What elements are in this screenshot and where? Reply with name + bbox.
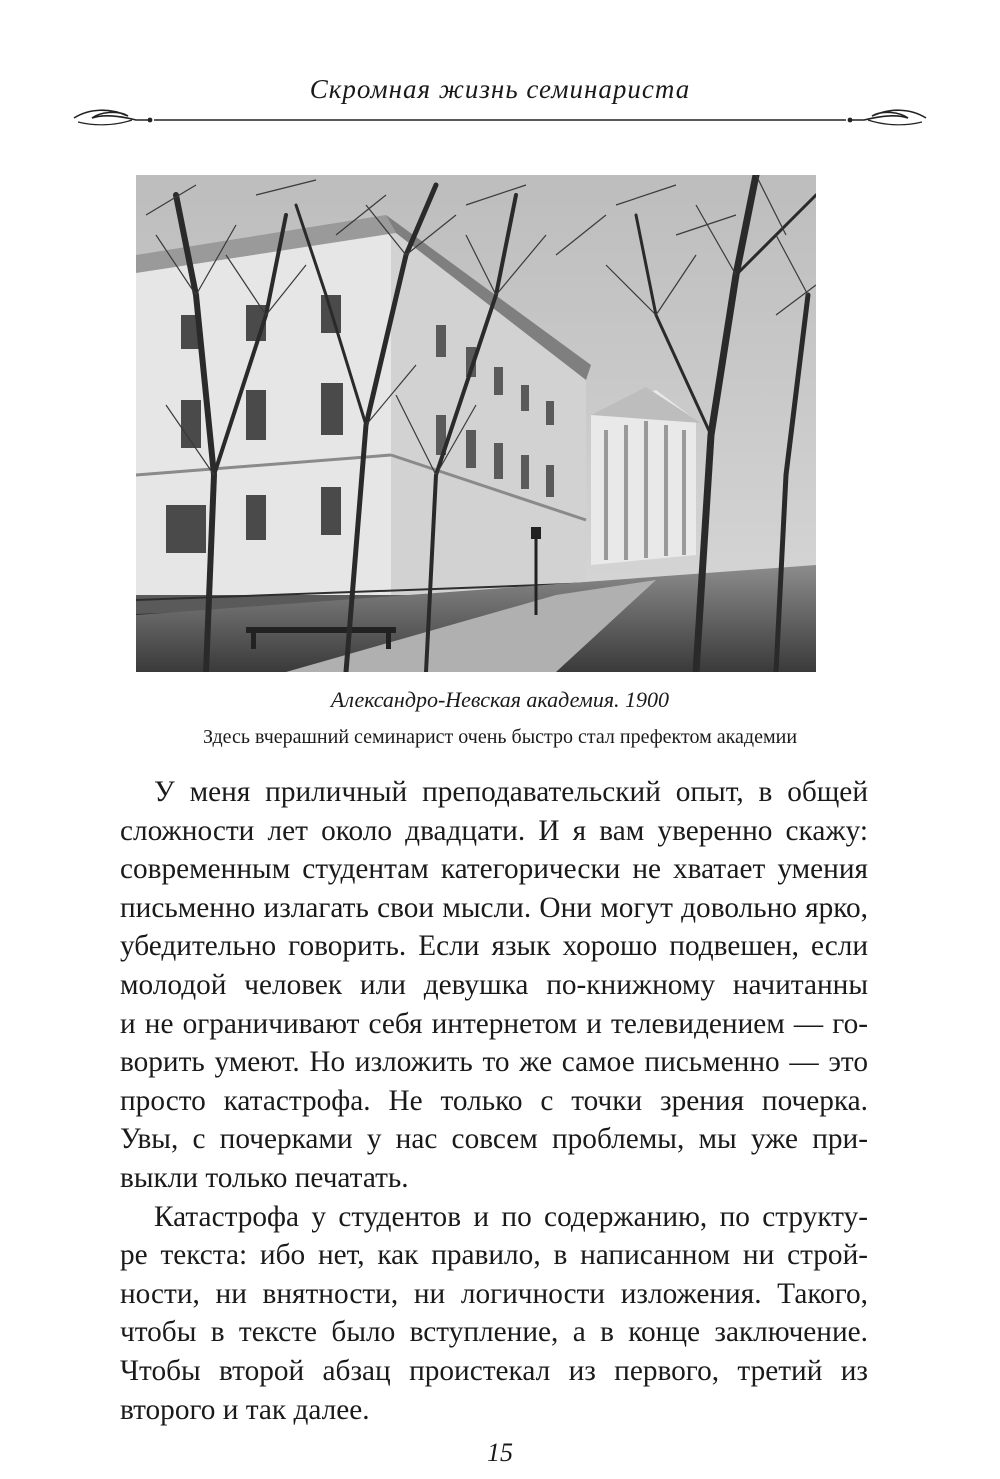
text-line: выкли только печатать. [120, 1161, 409, 1194]
text-line: второго и так далее. [120, 1393, 370, 1426]
text-line: Чтобы второй абзац проистекал из первого, третий из [120, 1354, 868, 1387]
running-header: Скромная жизнь семинариста [309, 74, 691, 104]
text-line: Увы, с почерками у нас совсем проблемы, мы уже при- [120, 1123, 868, 1156]
figure-caption-subtitle: Здесь вчерашний семинарист очень быстро стал префектом академии [202, 726, 798, 748]
text-line: сложности лет около двадцати. И я вам уверенно скажу: [120, 814, 868, 847]
text-line: ре текста: ибо нет, как правило, в написанном ни строй- [120, 1239, 868, 1272]
text-line: У меня приличный преподавательский опыт, в общей [154, 776, 868, 808]
paragraph-1 [86, 773, 868, 1198]
body-text [86, 773, 868, 1429]
paragraph-2 [86, 1198, 868, 1430]
text-line: чтобы в тексте было вступление, а в конце заключение. [120, 1316, 868, 1349]
text-line: Катастрофа у студентов и по содержанию, по структу- [154, 1200, 868, 1233]
header-ornament [70, 104, 930, 130]
page-number: 15 [487, 1438, 513, 1467]
text-line: убедительно говорить. Если язык хорошо подвешен, если [120, 930, 868, 963]
text-line: просто катастрофа. Не только с точки зрения почерка. [120, 1084, 868, 1117]
text-line: письменно излагать свои мысли. Они могут довольно ярко, [120, 891, 868, 924]
text-line: ворить умеют. Но изложить то же самое письменно — это [120, 1046, 868, 1079]
text-line: ности, ни внятности, ни логичности изложения. Такого, [120, 1277, 868, 1310]
text-line: молодой человек или девушка по-книжному начитанны [120, 968, 868, 1001]
figure-caption-title: Александро-Невская академия. 1900 [330, 687, 670, 712]
text-line: современным студентам категорически не хватает умения [120, 853, 868, 886]
text-line: и не ограничивают себя интернетом и телевидением — го- [120, 1007, 868, 1040]
academy-photo [136, 175, 816, 672]
